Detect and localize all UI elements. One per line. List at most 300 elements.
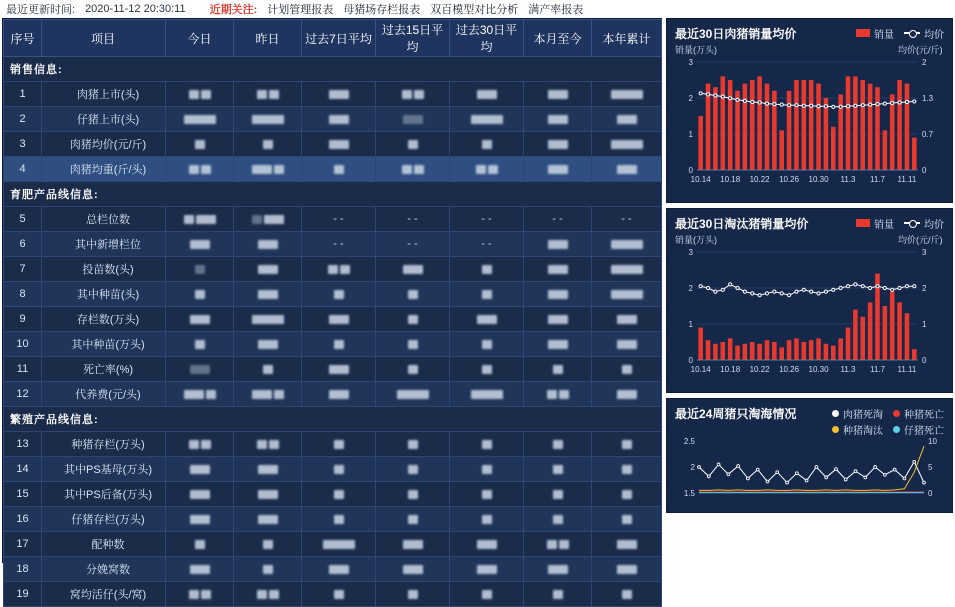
- cell-mtd: [524, 507, 592, 532]
- svg-text:10.22: 10.22: [749, 175, 770, 184]
- chart2-ylabel-right: 均价(元/斤): [898, 235, 943, 245]
- cell-yesterday: [234, 107, 302, 132]
- cell-ytd: [592, 157, 662, 182]
- cell-avg15: [376, 482, 450, 507]
- cell-ytd: [592, 582, 662, 607]
- cell-ytd: [592, 432, 662, 457]
- legend-label: 销量: [874, 29, 894, 41]
- cell-yesterday: [234, 307, 302, 332]
- cell-avg7: [302, 257, 376, 282]
- svg-text:3: 3: [688, 58, 693, 67]
- cell-yesterday: [234, 82, 302, 107]
- row-index: 7: [4, 257, 42, 282]
- cell-avg30: [450, 557, 524, 582]
- cell-mtd: [524, 432, 592, 457]
- row-index: 12: [4, 382, 42, 407]
- content-area: [0, 18, 955, 601]
- row-index: 5: [4, 207, 42, 232]
- section-header-row: [4, 407, 662, 432]
- row-item: 总栏位数: [42, 207, 166, 232]
- row-index: 19: [4, 582, 42, 607]
- row-item: 存栏数(万头): [42, 307, 166, 332]
- cell-avg15: [376, 357, 450, 382]
- cell-avg7: [302, 107, 376, 132]
- legend-item-fattening-death[interactable]: [832, 406, 883, 421]
- cell-avg15: [376, 382, 450, 407]
- metrics-table: [3, 19, 662, 607]
- chart3-legend-row2: [675, 422, 944, 437]
- table-row[interactable]: [4, 482, 662, 507]
- recent-focus-label: 近期关注:: [209, 4, 258, 16]
- cell-avg7: [302, 282, 376, 307]
- legend-label: 均价: [924, 29, 944, 41]
- table-row[interactable]: [4, 432, 662, 457]
- cell-ytd: [592, 257, 662, 282]
- svg-text:0: 0: [922, 166, 927, 175]
- svg-text:2: 2: [690, 463, 695, 472]
- row-item: 其中种苗(万头): [42, 332, 166, 357]
- svg-text:10.30: 10.30: [808, 175, 829, 184]
- legend-item-price[interactable]: [904, 216, 944, 231]
- metrics-table-pane: [2, 18, 662, 601]
- table-row[interactable]: [4, 582, 662, 607]
- row-item: 其中新增栏位: [42, 232, 166, 257]
- svg-text:11.11: 11.11: [897, 175, 917, 184]
- cell-today: [166, 357, 234, 382]
- cell-ytd: [592, 532, 662, 557]
- legend-label: 仔猪死亡: [904, 426, 944, 437]
- svg-text:10.26: 10.26: [779, 365, 800, 374]
- dot-cyan-icon: [893, 426, 900, 433]
- table-row[interactable]: [4, 232, 662, 257]
- cell-today: [166, 332, 234, 357]
- cell-avg7: [302, 582, 376, 607]
- cell-today: [166, 207, 234, 232]
- svg-text:0.7: 0.7: [922, 130, 934, 139]
- cell-avg30: [450, 357, 524, 382]
- cell-ytd: [592, 507, 662, 532]
- cell-yesterday: [234, 282, 302, 307]
- cell-today: [166, 382, 234, 407]
- svg-text:1.5: 1.5: [683, 489, 695, 498]
- legend-label: 种猪死亡: [904, 409, 944, 421]
- row-index: 3: [4, 132, 42, 157]
- cell-avg15: [376, 582, 450, 607]
- table-row[interactable]: [4, 132, 662, 157]
- cell-avg30: [450, 582, 524, 607]
- cell-today: [166, 482, 234, 507]
- cell-avg7: [302, 532, 376, 557]
- legend-item-volume[interactable]: [856, 26, 894, 41]
- row-index: 13: [4, 432, 42, 457]
- bar-swatch-icon: [856, 219, 870, 227]
- cell-avg15: [376, 282, 450, 307]
- row-index: 15: [4, 482, 42, 507]
- cell-avg30: [450, 482, 524, 507]
- cell-avg15: - -: [376, 207, 450, 232]
- row-index: 17: [4, 532, 42, 557]
- cell-avg30: [450, 532, 524, 557]
- cell-avg7: [302, 82, 376, 107]
- row-item: 投苗数(头): [42, 257, 166, 282]
- cell-avg30: - -: [450, 232, 524, 257]
- row-index: 10: [4, 332, 42, 357]
- row-item: 肉猪上市(头): [42, 82, 166, 107]
- cell-today: [166, 107, 234, 132]
- chart1-plot: [675, 56, 944, 186]
- section-header-row: [4, 57, 662, 82]
- cell-yesterday: [234, 432, 302, 457]
- cell-avg30: [450, 107, 524, 132]
- col-item: 项目: [42, 20, 166, 57]
- chart-panel-pig-sales: [666, 18, 953, 203]
- cell-today: [166, 507, 234, 532]
- row-index: 16: [4, 507, 42, 532]
- table-row[interactable]: [4, 457, 662, 482]
- update-time-label: 最近更新时间:: [6, 4, 76, 16]
- chart2-plot: [675, 246, 944, 376]
- col-index: 序号: [4, 20, 42, 57]
- svg-text:0: 0: [688, 166, 693, 175]
- row-item: 分娩窝数: [42, 557, 166, 582]
- svg-text:3: 3: [922, 248, 927, 257]
- cell-avg15: [376, 532, 450, 557]
- col-month-to-date: 本月至今: [524, 20, 592, 57]
- col-year-to-date: 本年累计: [592, 20, 662, 57]
- legend-item-breeder-death[interactable]: [893, 406, 944, 421]
- row-item: 其中PS基母(万头): [42, 457, 166, 482]
- cell-today: [166, 282, 234, 307]
- chart1-ylabel-right: 均价(元/斤): [898, 45, 943, 55]
- cell-avg15: - -: [376, 232, 450, 257]
- legend-item-volume[interactable]: [856, 216, 894, 231]
- update-time-value: 2020-11-12 20:30:11: [85, 3, 186, 15]
- row-item: 代养费(元/头): [42, 382, 166, 407]
- cell-mtd: - -: [524, 207, 592, 232]
- row-index: 1: [4, 82, 42, 107]
- table-row[interactable]: [4, 332, 662, 357]
- cell-today: [166, 157, 234, 182]
- cell-avg7: - -: [302, 232, 376, 257]
- cell-mtd: [524, 307, 592, 332]
- dot-white-icon: [832, 410, 839, 417]
- svg-text:1: 1: [688, 130, 693, 139]
- cell-ytd: [592, 132, 662, 157]
- cell-ytd: [592, 482, 662, 507]
- svg-text:11.3: 11.3: [840, 175, 856, 184]
- line-swatch-icon: [904, 32, 920, 34]
- svg-text:3: 3: [688, 248, 693, 257]
- row-item: 配种数: [42, 532, 166, 557]
- cell-mtd: [524, 532, 592, 557]
- cell-avg15: [376, 557, 450, 582]
- cell-yesterday: [234, 532, 302, 557]
- row-index: 14: [4, 457, 42, 482]
- col-today: 今日: [166, 20, 234, 57]
- cell-yesterday: [234, 232, 302, 257]
- cell-yesterday: [234, 207, 302, 232]
- cell-avg7: [302, 432, 376, 457]
- chart1-ylabel-left: 销量(万头): [675, 45, 717, 55]
- cell-today: [166, 132, 234, 157]
- cell-yesterday: [234, 557, 302, 582]
- table-row[interactable]: [4, 107, 662, 132]
- cell-mtd: [524, 157, 592, 182]
- cell-ytd: [592, 557, 662, 582]
- cell-avg30: [450, 307, 524, 332]
- cell-yesterday: [234, 157, 302, 182]
- cell-today: [166, 307, 234, 332]
- table-row[interactable]: [4, 207, 662, 232]
- cell-yesterday: [234, 132, 302, 157]
- cell-avg7: [302, 332, 376, 357]
- cell-avg30: [450, 257, 524, 282]
- section-title-breeding: 繁殖产品线信息:: [4, 407, 662, 432]
- legend-item-piglet-death[interactable]: [893, 422, 944, 437]
- cell-ytd: [592, 307, 662, 332]
- cell-avg30: [450, 132, 524, 157]
- chart-panel-mortality: [666, 398, 953, 513]
- cell-today: [166, 257, 234, 282]
- cell-today: [166, 557, 234, 582]
- section-title-sales: 销售信息:: [4, 57, 662, 82]
- chart3-legend: [832, 406, 944, 421]
- row-index: 2: [4, 107, 42, 132]
- cell-avg7: [302, 507, 376, 532]
- svg-text:10.18: 10.18: [720, 365, 741, 374]
- cell-mtd: [524, 332, 592, 357]
- cell-avg15: [376, 332, 450, 357]
- cell-avg7: [302, 557, 376, 582]
- cell-avg7: [302, 457, 376, 482]
- cell-avg30: [450, 507, 524, 532]
- cell-avg30: [450, 382, 524, 407]
- cell-avg30: - -: [450, 207, 524, 232]
- svg-text:11.11: 11.11: [897, 365, 917, 374]
- cell-avg7: [302, 382, 376, 407]
- cell-avg15: [376, 457, 450, 482]
- row-item: 其中PS后备(万头): [42, 482, 166, 507]
- cell-mtd: [524, 457, 592, 482]
- cell-ytd: [592, 332, 662, 357]
- cell-mtd: [524, 232, 592, 257]
- row-item: 其中种苗(头): [42, 282, 166, 307]
- svg-text:10.14: 10.14: [690, 175, 711, 184]
- cell-avg15: [376, 157, 450, 182]
- svg-text:2.5: 2.5: [683, 437, 695, 446]
- legend-label: 种猪淘汰: [843, 426, 883, 437]
- chart2-ylabel-left: 销量(万头): [675, 235, 717, 245]
- row-item: 种猪存栏(万头): [42, 432, 166, 457]
- svg-text:2: 2: [688, 94, 693, 103]
- cell-avg7: [302, 357, 376, 382]
- row-index: 8: [4, 282, 42, 307]
- cell-mtd: [524, 282, 592, 307]
- cell-today: [166, 457, 234, 482]
- cell-avg15: [376, 307, 450, 332]
- table-row[interactable]: [4, 557, 662, 582]
- svg-text:5: 5: [928, 463, 933, 472]
- svg-text:2: 2: [922, 284, 927, 293]
- cell-yesterday: [234, 582, 302, 607]
- cell-mtd: [524, 357, 592, 382]
- cell-today: [166, 432, 234, 457]
- row-item: 仔猪上市(头): [42, 107, 166, 132]
- svg-text:1.3: 1.3: [922, 94, 934, 103]
- svg-text:0: 0: [688, 356, 693, 365]
- table-row[interactable]: [4, 382, 662, 407]
- chart3-header: [675, 405, 944, 421]
- chart1-legend: [856, 26, 944, 41]
- table-row[interactable]: [4, 82, 662, 107]
- col-avg7: 过去7日平均: [302, 20, 376, 57]
- cell-mtd: [524, 82, 592, 107]
- section-header-row: [4, 182, 662, 207]
- svg-text:10: 10: [928, 437, 937, 446]
- legend-label: 均价: [924, 219, 944, 231]
- cell-mtd: [524, 132, 592, 157]
- cell-avg30: [450, 282, 524, 307]
- cell-yesterday: [234, 482, 302, 507]
- table-row[interactable]: [4, 357, 662, 382]
- cell-avg7: [302, 132, 376, 157]
- link-model-compare[interactable]: 双百模型对比分析: [430, 4, 519, 16]
- cell-avg7: [302, 307, 376, 332]
- link-capacity-report[interactable]: 满产率报表: [528, 4, 584, 16]
- col-avg30: 过去30日平均: [450, 20, 524, 57]
- legend-item-price[interactable]: [904, 26, 944, 41]
- cell-today: [166, 82, 234, 107]
- svg-text:2: 2: [922, 58, 927, 67]
- cell-mtd: [524, 382, 592, 407]
- legend-label: 肉猪死淘: [843, 409, 883, 421]
- table-row[interactable]: [4, 307, 662, 332]
- cell-avg7: [302, 157, 376, 182]
- cell-avg7: - -: [302, 207, 376, 232]
- cell-yesterday: [234, 357, 302, 382]
- table-row[interactable]: [4, 257, 662, 282]
- svg-text:11.3: 11.3: [840, 365, 856, 374]
- row-index: 18: [4, 557, 42, 582]
- legend-item-breeder-cull[interactable]: [832, 422, 883, 437]
- row-item: 死亡率(%): [42, 357, 166, 382]
- cell-yesterday: [234, 507, 302, 532]
- link-plan-report[interactable]: 计划管理报表: [267, 4, 334, 16]
- cell-yesterday: [234, 382, 302, 407]
- cell-avg15: [376, 82, 450, 107]
- chart1-header: [675, 25, 944, 41]
- dot-yellow-icon: [832, 426, 839, 433]
- cell-avg15: [376, 507, 450, 532]
- cell-mtd: [524, 107, 592, 132]
- cell-avg30: [450, 432, 524, 457]
- cell-ytd: [592, 357, 662, 382]
- bar-swatch-icon: [856, 29, 870, 37]
- chart3-plot: [675, 437, 944, 499]
- svg-text:0: 0: [922, 356, 927, 365]
- col-avg15: 过去15日平均: [376, 20, 450, 57]
- cell-mtd: [524, 582, 592, 607]
- svg-text:11.7: 11.7: [869, 365, 885, 374]
- row-item: 肉猪均重(斤/头): [42, 157, 166, 182]
- cell-today: [166, 232, 234, 257]
- cell-avg30: [450, 457, 524, 482]
- section-title-fattening: 育肥产品线信息:: [4, 182, 662, 207]
- table-row[interactable]: [4, 157, 662, 182]
- cell-ytd: [592, 232, 662, 257]
- cell-avg15: [376, 257, 450, 282]
- svg-text:11.7: 11.7: [869, 175, 885, 184]
- row-index: 4: [4, 157, 42, 182]
- row-index: 6: [4, 232, 42, 257]
- charts-pane: [666, 18, 953, 563]
- cell-ytd: - -: [592, 207, 662, 232]
- col-yesterday: 昨日: [234, 20, 302, 57]
- table-header-row: [4, 20, 662, 57]
- cell-mtd: [524, 557, 592, 582]
- cell-ytd: [592, 282, 662, 307]
- link-sow-farm-report[interactable]: 母猪场存栏报表: [343, 4, 421, 16]
- row-item: 肉猪均价(元/斤): [42, 132, 166, 157]
- cell-today: [166, 532, 234, 557]
- cell-ytd: [592, 457, 662, 482]
- cell-yesterday: [234, 257, 302, 282]
- cell-yesterday: [234, 457, 302, 482]
- svg-text:1: 1: [688, 320, 693, 329]
- chart-panel-cull-sales: [666, 208, 953, 393]
- svg-text:1: 1: [922, 320, 927, 329]
- cell-mtd: [524, 482, 592, 507]
- svg-text:10.30: 10.30: [808, 365, 829, 374]
- row-item: 窝均活仔(头/窝): [42, 582, 166, 607]
- cell-avg15: [376, 432, 450, 457]
- cell-avg30: [450, 82, 524, 107]
- row-item: 仔猪存栏(万头): [42, 507, 166, 532]
- table-row[interactable]: [4, 282, 662, 307]
- svg-text:10.26: 10.26: [779, 175, 800, 184]
- cell-avg30: [450, 157, 524, 182]
- chart2-title: 最近30日淘汰猪销量均价: [675, 216, 809, 231]
- cell-ytd: [592, 382, 662, 407]
- svg-text:10.18: 10.18: [720, 175, 741, 184]
- row-index: 11: [4, 357, 42, 382]
- cell-ytd: [592, 107, 662, 132]
- cell-avg15: [376, 132, 450, 157]
- chart1-title: 最近30日肉猪销量均价: [675, 26, 797, 41]
- line-swatch-icon: [904, 222, 920, 224]
- cell-avg7: [302, 482, 376, 507]
- chart2-legend: [856, 216, 944, 231]
- row-index: 9: [4, 307, 42, 332]
- svg-text:0: 0: [928, 489, 933, 498]
- svg-text:2: 2: [688, 284, 693, 293]
- cell-today: [166, 582, 234, 607]
- cell-ytd: [592, 82, 662, 107]
- cell-avg15: [376, 107, 450, 132]
- cell-mtd: [524, 257, 592, 282]
- svg-text:10.22: 10.22: [749, 365, 770, 374]
- chart3-title: 最近24周猪只淘海情况: [675, 406, 797, 421]
- table-row[interactable]: [4, 507, 662, 532]
- chart2-header: [675, 215, 944, 231]
- svg-text:10.14: 10.14: [690, 365, 711, 374]
- cell-avg30: [450, 332, 524, 357]
- topbar: [0, 0, 955, 18]
- dot-red-icon: [893, 410, 900, 417]
- legend-label: 销量: [874, 219, 894, 231]
- table-row[interactable]: [4, 532, 662, 557]
- cell-yesterday: [234, 332, 302, 357]
